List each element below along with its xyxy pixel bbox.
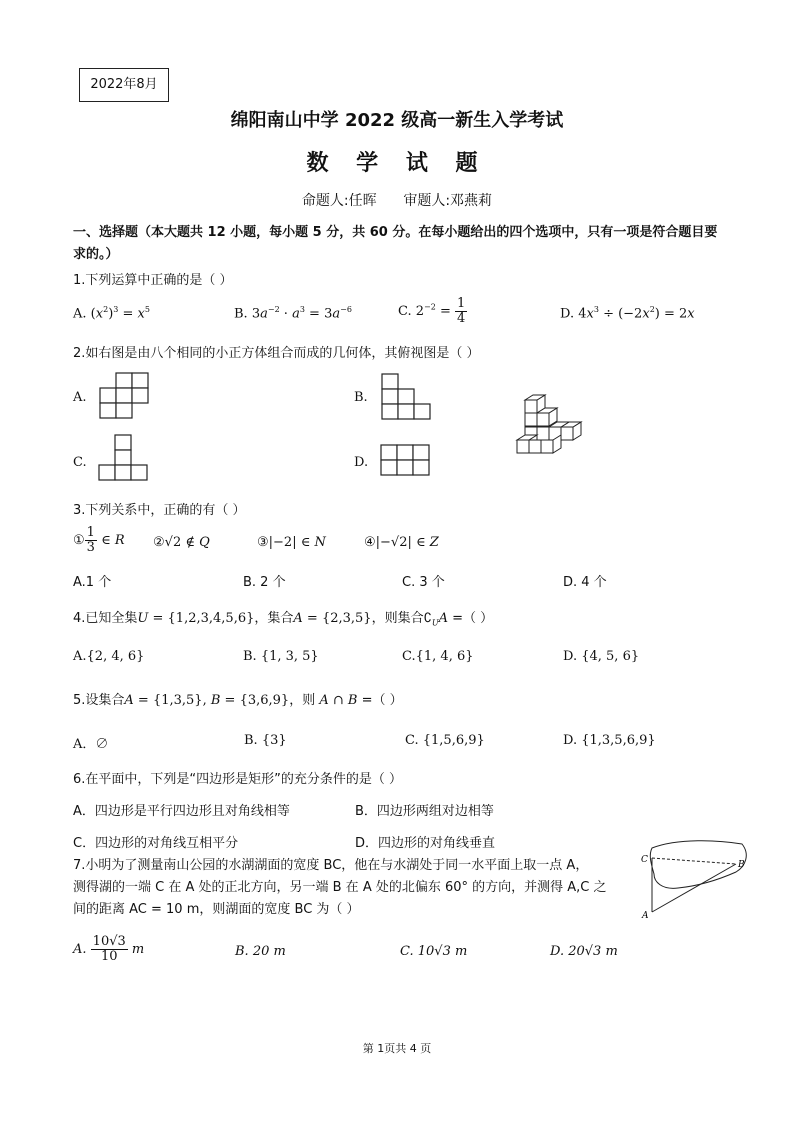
q6-option-c: C．四边形的对角线互相平分 (73, 836, 239, 851)
q7-option-d: D. 20√3 m (550, 944, 618, 959)
q1-stem: 1.下列运算中正确的是（ ） (73, 273, 233, 288)
q1-option-d: D. $4x^3 \div (-2x^2) = 2x$ (560, 305, 695, 322)
q5-option-c: C. {1,5,6,9} (405, 733, 485, 748)
q2-option-d-label: D. (354, 455, 369, 470)
q3-option-a: A.1 个 (73, 575, 112, 590)
q6-option-a: A．四边形是平行四边形且对角线相等 (73, 804, 290, 819)
q5-option-b: B. {3} (244, 733, 287, 748)
q3-option-c: C. 3 个 (402, 575, 445, 590)
q2-stem: 2.如右图是由八个相同的小正方体组合而成的几何体，其俯视图是（ ） (73, 346, 480, 361)
q3-option-b: B. 2 个 (243, 575, 286, 590)
section-heading: 一、选择题（本大题共 12 小题，每小题 5 分，共 60 分。在每小题给出的四个选项中，只有一项是符合题目要求的。） (73, 225, 718, 262)
q2-option-c-label: C. (73, 455, 87, 470)
q2-option-b-figure (381, 373, 433, 421)
q2-solid-figure (515, 394, 587, 458)
q1-option-c: C. $2^{-2}$ = $\frac{1}{4}$ (398, 296, 466, 326)
q7-lake-figure (638, 836, 758, 922)
q6-option-b: B．四边形两组对边相等 (355, 804, 494, 819)
q4-option-a: A.{2, 4, 6} (73, 649, 145, 664)
q7-line-3: 间的距离 AC = 10 m，则湖面的宽度 BC 为（ ） (73, 902, 360, 917)
q1-option-b: B. $3a^{-2} \cdot a^3 = 3a^{-6}$ (234, 305, 352, 322)
q5-option-d: D. {1,3,5,6,9} (563, 733, 656, 748)
q3-stem: 3.下列关系中，正确的有（ ） (73, 503, 246, 518)
q2-option-d-figure (380, 444, 432, 478)
q7-point-a: A (642, 911, 649, 921)
q7-option-b: B. 20 m (235, 944, 286, 959)
q4-option-c: C.{1, 4, 6} (402, 649, 474, 664)
q6-stem: 6.在平面中，下列是“四边形是矩形”的充分条件的是（ ） (73, 772, 403, 787)
date-box: 2022年8月 (79, 68, 169, 102)
q1-option-a: A. $(x^2)^3 = x^5$ (73, 305, 150, 322)
q7-option-a: A. $\frac{10√3}{10}$ m (73, 934, 145, 964)
q6-option-d: D．四边形的对角线垂直 (355, 836, 496, 851)
q7-point-c: C (641, 855, 648, 865)
q2-option-a-label: A. (73, 390, 87, 405)
q4-option-d: D. {4, 5, 6} (563, 649, 640, 664)
exam-subtitle: 数 学 试 题 (306, 151, 488, 176)
q4-option-b: B. {1, 3, 5} (243, 649, 319, 664)
q7-line-1: 7.小明为了测量南山公园的水湖湖面的宽度 BC，他在与水湖处于同一水平面上取一点 A， (73, 858, 589, 873)
q3-item-3: ③|−2| ∈ N (257, 535, 326, 550)
q2-option-b-label: B. (354, 390, 368, 405)
q4-stem: 4.已知全集U = {1,2,3,4,5,6}，集合A = {2,3,5}，则集合$∁_UA$ =（ ） (73, 611, 494, 628)
q7-option-c: C. 10√3 m (400, 944, 468, 959)
q3-item-4: ④|−√2| ∈ Z (364, 535, 439, 550)
q2-option-c-figure (98, 434, 150, 482)
q2-option-a-figure (99, 372, 151, 420)
exam-title: 绵阳南山中学 2022 级高一新生入学考试 (230, 110, 564, 131)
q7-point-b: B (738, 860, 745, 870)
q3-item-2: ②√2 ∉ Q (153, 535, 210, 550)
q7-line-2: 测得湖的一端 C 在 A 处的正北方向，另一端 B 在 A 处的北偏东 60° 的方向，并测得 A,C 之 (73, 880, 607, 895)
exam-authors: 命题人:任晖 审题人:邓燕莉 (301, 193, 493, 209)
page-footer: 第 1页共 4 页 (362, 1042, 432, 1055)
q3-item-1: ① $\frac{1}{3}$ ∈ R (73, 525, 125, 555)
q3-option-d: D. 4 个 (563, 575, 607, 590)
q5-stem: 5.设集合A = {1,3,5}, B = {3,6,9}，则 A ∩ B =（ ） (73, 693, 403, 708)
q5-option-a: A．∅ (73, 737, 109, 752)
